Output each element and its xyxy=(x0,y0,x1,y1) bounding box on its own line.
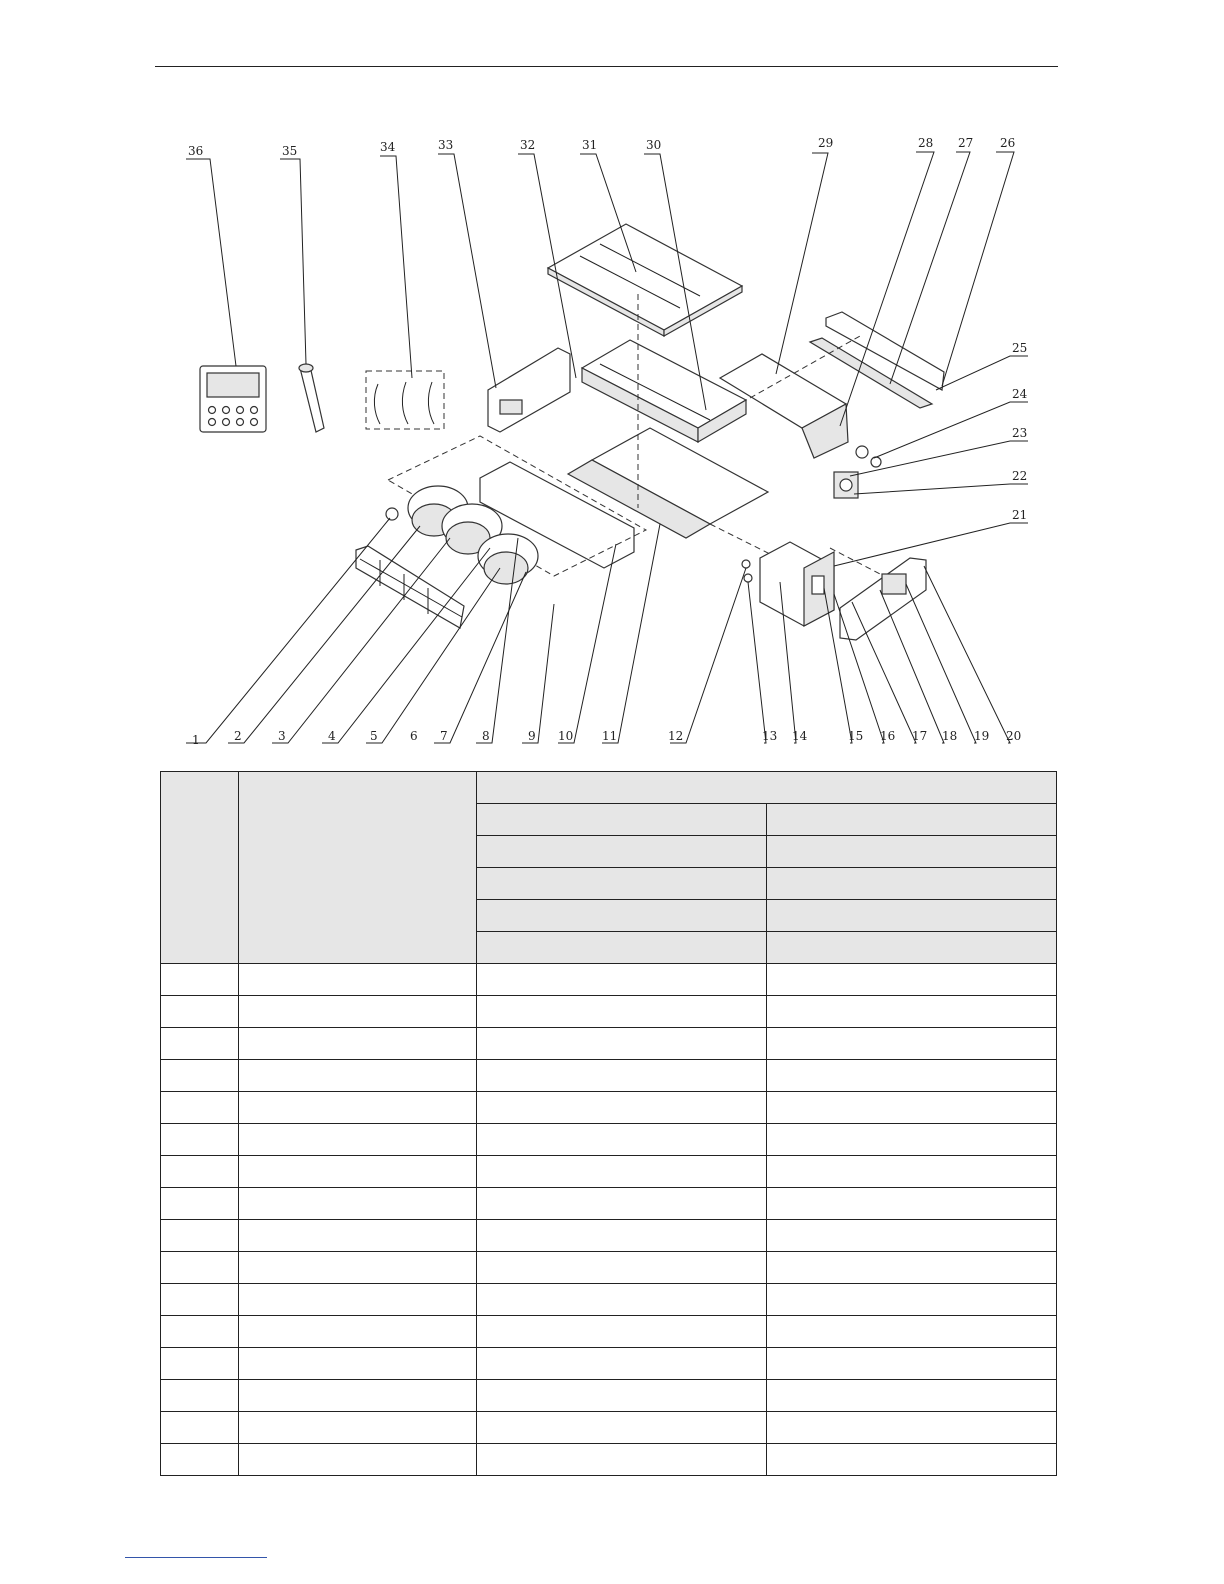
header-no-cell xyxy=(161,772,239,964)
callout-8: 8 xyxy=(482,729,490,743)
callout-19: 19 xyxy=(974,729,990,743)
callout-1: 1 xyxy=(192,733,200,747)
callout-14: 14 xyxy=(792,729,808,743)
callout-15: 15 xyxy=(848,729,864,743)
callout-21: 21 xyxy=(1012,508,1028,522)
table-row xyxy=(161,1220,1057,1252)
header-cell xyxy=(477,868,767,900)
callout-28: 28 xyxy=(918,136,934,150)
callout-4: 4 xyxy=(328,729,336,743)
table-row xyxy=(161,1028,1057,1060)
callout-3: 3 xyxy=(278,729,286,743)
table-row xyxy=(161,1284,1057,1316)
header-rule xyxy=(155,66,1058,67)
callout-35: 35 xyxy=(282,144,298,158)
table-row xyxy=(161,996,1057,1028)
callout-29: 29 xyxy=(818,136,834,150)
clip-part xyxy=(744,574,752,582)
callout-31: 31 xyxy=(582,138,598,152)
callout-20: 20 xyxy=(1006,729,1022,743)
side-plate-part xyxy=(488,348,570,432)
callout-33: 33 xyxy=(438,138,454,152)
header-cell xyxy=(477,900,767,932)
table-row xyxy=(161,1124,1057,1156)
table-row xyxy=(161,1188,1057,1220)
callout-6: 6 xyxy=(410,729,418,743)
callout-24: 24 xyxy=(1012,387,1028,401)
rear-plate-part xyxy=(810,312,944,408)
callout-18: 18 xyxy=(942,729,958,743)
callout-11: 11 xyxy=(602,729,618,743)
parts-list-table xyxy=(160,771,1057,1476)
table-row xyxy=(161,1252,1057,1284)
callout-7: 7 xyxy=(440,729,448,743)
header-cell xyxy=(477,836,767,868)
table-row xyxy=(161,1060,1057,1092)
table-row xyxy=(161,1380,1057,1412)
electric-box-part xyxy=(760,542,834,626)
table-row xyxy=(161,1348,1057,1380)
callout-34: 34 xyxy=(380,140,396,154)
callout-12: 12 xyxy=(668,729,684,743)
callout-32: 32 xyxy=(520,138,536,152)
callout-9: 9 xyxy=(528,729,536,743)
callout-5: 5 xyxy=(370,729,378,743)
callout-10: 10 xyxy=(558,729,574,743)
drain-hose-part xyxy=(299,364,324,432)
wired-controller-part xyxy=(200,366,266,432)
table-row xyxy=(161,964,1057,996)
screw-part xyxy=(742,560,750,568)
table-row xyxy=(161,1092,1057,1124)
header-cell xyxy=(767,836,1057,868)
callout-25: 25 xyxy=(1012,341,1028,355)
footnote-link-line[interactable] xyxy=(125,1557,267,1558)
callout-13: 13 xyxy=(762,729,778,743)
callout-36: 36 xyxy=(188,144,204,158)
table-row xyxy=(161,1316,1057,1348)
table-row xyxy=(161,1156,1057,1188)
air-filter-part xyxy=(356,546,464,628)
callout-30: 30 xyxy=(646,138,662,152)
header-cell xyxy=(767,804,1057,836)
callout-26: 26 xyxy=(1000,136,1016,150)
table-row xyxy=(161,1444,1057,1476)
table-row xyxy=(161,1412,1057,1444)
callout-22: 22 xyxy=(1012,469,1028,483)
callout-2: 2 xyxy=(234,729,242,743)
callout-27: 27 xyxy=(958,136,974,150)
top-panel-part xyxy=(548,224,742,336)
callout-17: 17 xyxy=(912,729,928,743)
wiring-set-part xyxy=(366,371,444,429)
header-cell xyxy=(767,932,1057,964)
valve-parts xyxy=(834,446,881,498)
header-description-cell xyxy=(239,772,477,964)
header-group-cell xyxy=(477,772,1057,804)
header-cell xyxy=(477,932,767,964)
header-cell xyxy=(477,804,767,836)
callout-23: 23 xyxy=(1012,426,1028,440)
drain-pan-part xyxy=(582,340,746,442)
header-cell xyxy=(767,900,1057,932)
header-cell xyxy=(767,868,1057,900)
callout-16: 16 xyxy=(880,729,896,743)
callout-numbers xyxy=(188,136,1028,747)
exploded-view-diagram xyxy=(150,128,1060,753)
